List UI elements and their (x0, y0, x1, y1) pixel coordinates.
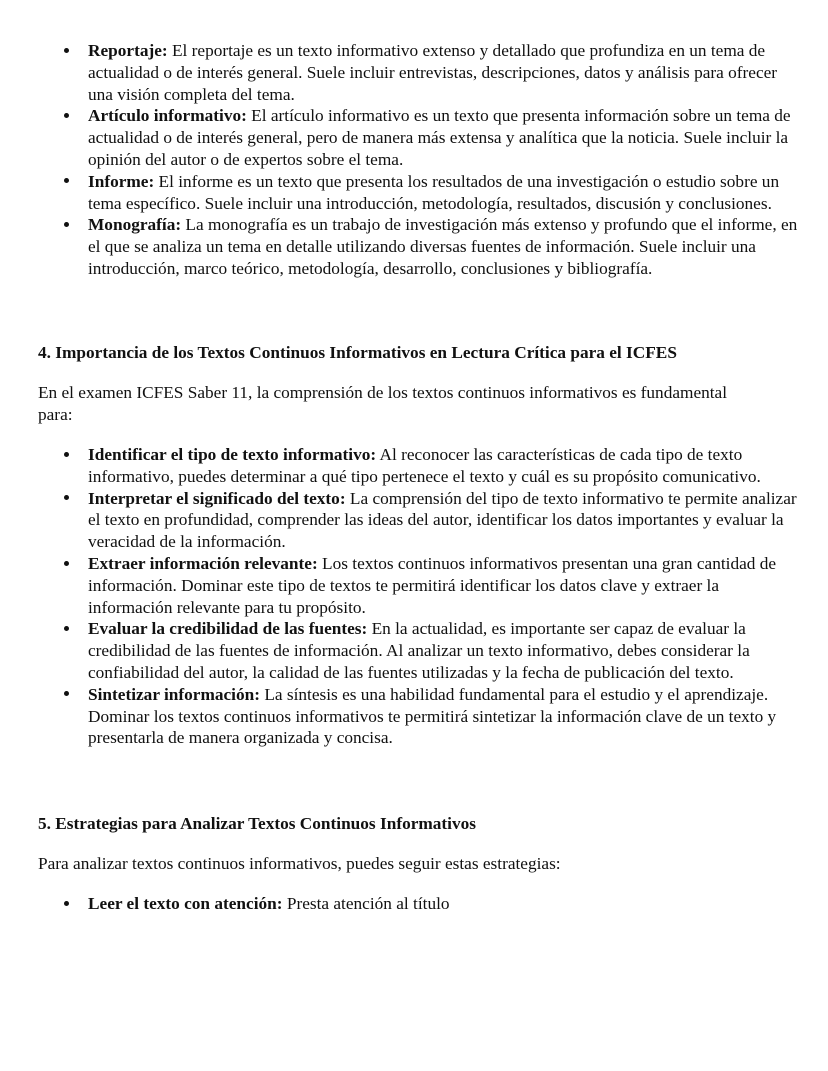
section-4-intro: En el examen ICFES Saber 11, la comprensión de los textos continuos informativos es fundamental para: (38, 383, 728, 424)
strategies-list (88, 893, 800, 915)
bullet-icon (61, 893, 71, 915)
text-types-list (88, 40, 800, 280)
bullet-icon (61, 618, 71, 640)
list-item (88, 444, 800, 488)
list-item-text: Los textos continuos informativos presentan una gran cantidad de información. Dominar este tipo de textos te permitirá identificar los datos clave y extraer la información relevante para tu propósito. (88, 553, 777, 617)
list-item-text: La comprensión del tipo de texto informativo te permite analizar el texto en profundidad, comprender las ideas del autor, identificar los datos importantes y evaluar la veracidad de la información. (88, 488, 797, 552)
section-4-heading: 4. Importancia de los Textos Continuos Informativos en Lectura Crítica para el ICFES (38, 343, 677, 362)
list-item-term: Monografía: (88, 215, 182, 235)
importance-list (88, 444, 800, 749)
list-item (88, 40, 800, 105)
bullet-icon (61, 684, 71, 706)
bullet-icon (61, 214, 71, 236)
list-item (88, 893, 800, 915)
bullet-icon (61, 171, 71, 193)
list-item-term: Leer el texto con atención: (88, 894, 283, 913)
list-item-term: Artículo informativo: (88, 106, 247, 126)
section-5-intro: Para analizar textos continuos informativos, puedes seguir estas estrategias: (38, 854, 561, 873)
list-item-term: Informe: (88, 171, 155, 191)
list-item-text: El artículo informativo es un texto que presenta información sobre un tema de actualidad o de interés general, pero de manera más extensa y analítica que la noticia. Suele incluir la opinión del autor o de expertos sobre el tema. (88, 106, 791, 169)
bullet-icon (61, 105, 71, 127)
list-item-term: Reportaje: (88, 41, 168, 60)
list-item (88, 105, 800, 170)
list-item-term: Identificar el tipo de texto informativo: (88, 445, 377, 464)
bullet-icon (61, 553, 71, 575)
list-item-text: La monografía es un trabajo de investigación más extenso y profundo que el informe, en el que se analiza un tema en detalle utilizando diversas fuentes de información. Suele incluir una introducción, marco teórico, metodología, desarrollo, conclusiones y bibliografía. (88, 215, 798, 278)
list-item-text: El reportaje es un texto informativo extenso y detallado que profundiza en un tema de actualidad o de interés general. Suele incluir entrevistas, descripciones, datos y análisis para ofrecer una visión completa del tema. (88, 41, 778, 104)
list-item-term: Extraer información relevante: (88, 553, 318, 573)
list-item-text: En la actualidad, es importante ser capaz de evaluar la credibilidad de las fuentes de información. Al analizar un texto informativo, debes considerar la confiabilidad del autor, la calidad de las fuentes utilizadas y la fecha de publicación del texto. (88, 619, 750, 682)
section-5-heading: 5. Estrategias para Analizar Textos Continuos Informativos (38, 814, 476, 833)
list-item-text: Presta atención al título (282, 894, 450, 913)
list-item-term: Evaluar la credibilidad de las fuentes: (88, 619, 368, 639)
list-item (88, 214, 800, 279)
list-item-text: La síntesis es una habilidad fundamental para el estudio y el aprendizaje. Dominar los textos continuos informativos te permitirá sintetizar la información clave de un texto y presentarla de manera organizada y concisa. (88, 684, 777, 748)
bullet-icon (61, 40, 71, 62)
list-item (88, 171, 800, 215)
list-item-term: Sintetizar información: (88, 684, 260, 704)
list-item (88, 684, 800, 749)
list-item-term: Interpretar el significado del texto: (88, 488, 346, 508)
list-item-text: Al reconocer las características de cada tipo de texto informativo, puedes determinar a qué tipo pertenece el texto y cuál es su propósito comunicativo. (88, 445, 761, 486)
list-item-text: El informe es un texto que presenta los resultados de una investigación o estudio sobre un tema específico. Suele incluir una introducción, metodología, resultados, discusión y conclusiones. (88, 171, 780, 213)
bullet-icon (61, 444, 71, 466)
list-item (88, 553, 800, 618)
bullet-icon (61, 488, 71, 510)
list-item (88, 618, 800, 683)
list-item (88, 488, 800, 553)
